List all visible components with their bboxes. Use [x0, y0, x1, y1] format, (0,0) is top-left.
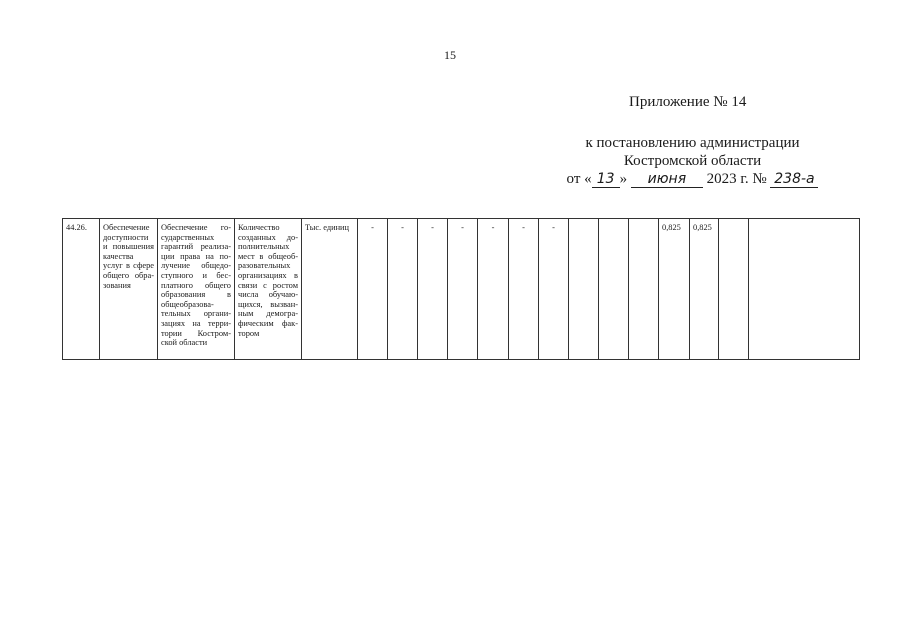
value-cell: 0,825 [659, 219, 690, 360]
table-row [63, 219, 860, 360]
goal-cell: Обеспечение доступности и повышения качества услуг в сфере общего обра-зования [100, 219, 158, 360]
date-mid: » [619, 171, 628, 187]
empty-cell [629, 219, 659, 360]
value-cell: - [509, 219, 539, 360]
value-cell: - [448, 219, 478, 360]
task-cell: Обеспечение го-сударственных гарантий реализа-ции права на по-лучение общедо-ступного и бес-платного общего образования в общеобразова-тельных органи-зациях на терри-тории Костром-ской области [158, 219, 235, 360]
empty-cell [719, 219, 749, 360]
handwritten-month: июня [631, 172, 703, 188]
handwritten-decree-number: 238-а [770, 172, 818, 188]
data-table [62, 218, 860, 360]
decree-line-2: Костромской области [623, 153, 762, 169]
indicator-cell: Количество созданных до-полнительных мест в общеоб-разовательных организациях в связи с ростом числа обучаю-щихся, вызван-ным демогра-фическим фак-тором [235, 219, 302, 360]
unit-cell: Тыс. единиц [302, 219, 358, 360]
appendix-title: Приложение № 14 [629, 94, 747, 110]
empty-cell [599, 219, 629, 360]
value-cell: - [478, 219, 509, 360]
handwritten-day: 13 [592, 172, 620, 188]
decree-line-1: к постановлению администрации [585, 135, 800, 151]
decree-reference [560, 134, 825, 188]
date-prefix: от « [566, 171, 592, 187]
empty-cell [569, 219, 599, 360]
value-cell: - [418, 219, 448, 360]
page-number: 15 [444, 48, 456, 62]
decree-date-line [560, 170, 825, 188]
value-cell: - [539, 219, 569, 360]
empty-cell [749, 219, 860, 360]
value-cell: - [358, 219, 388, 360]
date-year: 2023 г. № [706, 171, 767, 187]
value-cell: - [388, 219, 418, 360]
value-cell: 0,825 [690, 219, 719, 360]
row-index: 44.26. [63, 219, 100, 360]
